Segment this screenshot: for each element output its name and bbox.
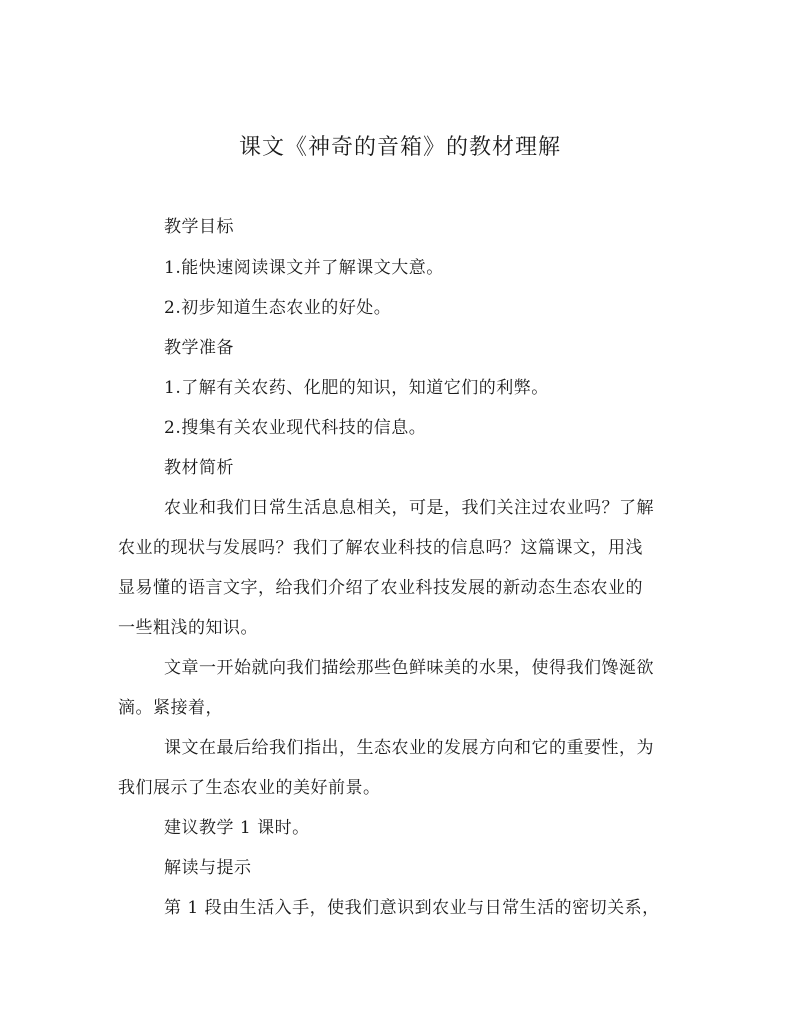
paragraph-line: 一些粗浅的知识。 [118, 618, 258, 638]
heading-interpretation: 解读与提示 [164, 858, 252, 878]
prep-item-1: 1.了解有关农药、化肥的知识，知道它们的利弊。 [164, 378, 549, 398]
paragraph-line: 第 1 段由生活入手，使我们意识到农业与日常生活的密切关系， [164, 898, 660, 918]
lesson-hours: 建议教学 1 课时。 [164, 818, 310, 838]
paragraph-line: 文章一开始就向我们描绘那些色鲜味美的水果，使得我们馋涎欲 [164, 658, 654, 678]
goal-item-1: 1.能快速阅读课文并了解课文大意。 [164, 258, 444, 278]
paragraph-line: 滴。紧接着， [118, 698, 223, 718]
heading-teaching-prep: 教学准备 [164, 338, 234, 358]
paragraph-line: 显易懂的语言文字，给我们介绍了农业科技发展的新动态生态农业的 [118, 578, 643, 598]
heading-material-analysis: 教材简析 [164, 458, 234, 478]
prep-item-2: 2.搜集有关农业现代科技的信息。 [164, 418, 427, 438]
paragraph-line: 农业和我们日常生活息息相关，可是，我们关注过农业吗？了解 [164, 498, 654, 518]
document-title: 课文《神奇的音箱》的教材理解 [238, 135, 561, 160]
paragraph-line: 农业的现状与发展吗？我们了解农业科技的信息吗？这篇课文，用浅 [118, 538, 643, 558]
paragraph-line: 课文在最后给我们指出，生态农业的发展方向和它的重要性，为 [164, 738, 654, 758]
heading-teaching-goals: 教学目标 [164, 217, 234, 237]
goal-item-2: 2.初步知道生态农业的好处。 [164, 298, 392, 318]
paragraph-line: 我们展示了生态农业的美好前景。 [118, 778, 381, 798]
